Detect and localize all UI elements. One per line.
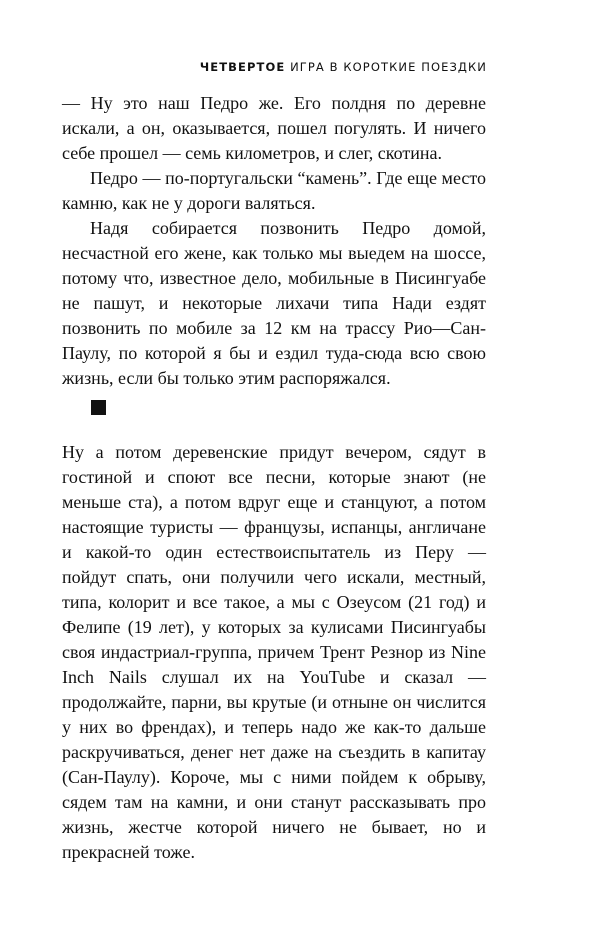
text-section-1 <box>62 91 486 391</box>
running-header <box>200 60 487 74</box>
paragraph-dialogue: — Ну это наш Педро же. Его полдня по деревне искали, а он, оказывается, пошел погулять. И ничего себе прошел — семь километров, и слег, скотина. <box>62 93 486 163</box>
chapter-number: ЧЕТВЕРТОЕ <box>199 60 286 74</box>
black-square-icon <box>91 400 106 415</box>
paragraph-pedro: Педро — по-португальски “камень”. Где еще место камню, как не у дороги валяться. <box>62 168 486 213</box>
paragraph-nadya: Надя собирается позвонить Педро домой, несчастной его жене, как только мы выедем на шоссе, потому что, известное дело, мобильные в Писингуабе не пашут, и некоторые лихачи типа Нади ездят позвонить по мобиле за 12 км на трассу Рио—Сан-Паулу, по которой я бы и ездил туда-сюда всю свою жизнь, если бы только этим распоряжался. <box>62 218 486 388</box>
text-section-2 <box>62 440 486 865</box>
chapter-title: ИГРА В КОРОТКИЕ ПОЕЗДКИ <box>290 60 487 74</box>
paragraph-evening: Ну а потом деревенские придут вечером, сядут в гостиной и споют все песни, которые знают (не меньше ста), а потом вдруг еще и станцуют, а потом настоящие туристы — французы, испанцы, англичане и какой-то один естествоиспытатель из Перу — пойдут спать, они получили чего искали, местный, типа, колорит и все такое, а мы с Озеусом (21 год) и Фелипе (19 лет), у которых за кулисами Писингуабы своя индастриал-группа, причем Трент Резнор из Nine Inch Nails слушал их на YouTube и сказал — продолжайте, парни, вы крутые (и отныне он числится у них во френдах), и теперь надо же как-то дальше раскручиваться, денег нет даже на съездить в капитау (Сан-Паулу). Короче, мы с ними пойдем к обрыву, сядем там на камни, и они станут рассказывать про жизнь, жестче которой ничего не бывает, но и прекрасней тоже. <box>62 442 486 862</box>
